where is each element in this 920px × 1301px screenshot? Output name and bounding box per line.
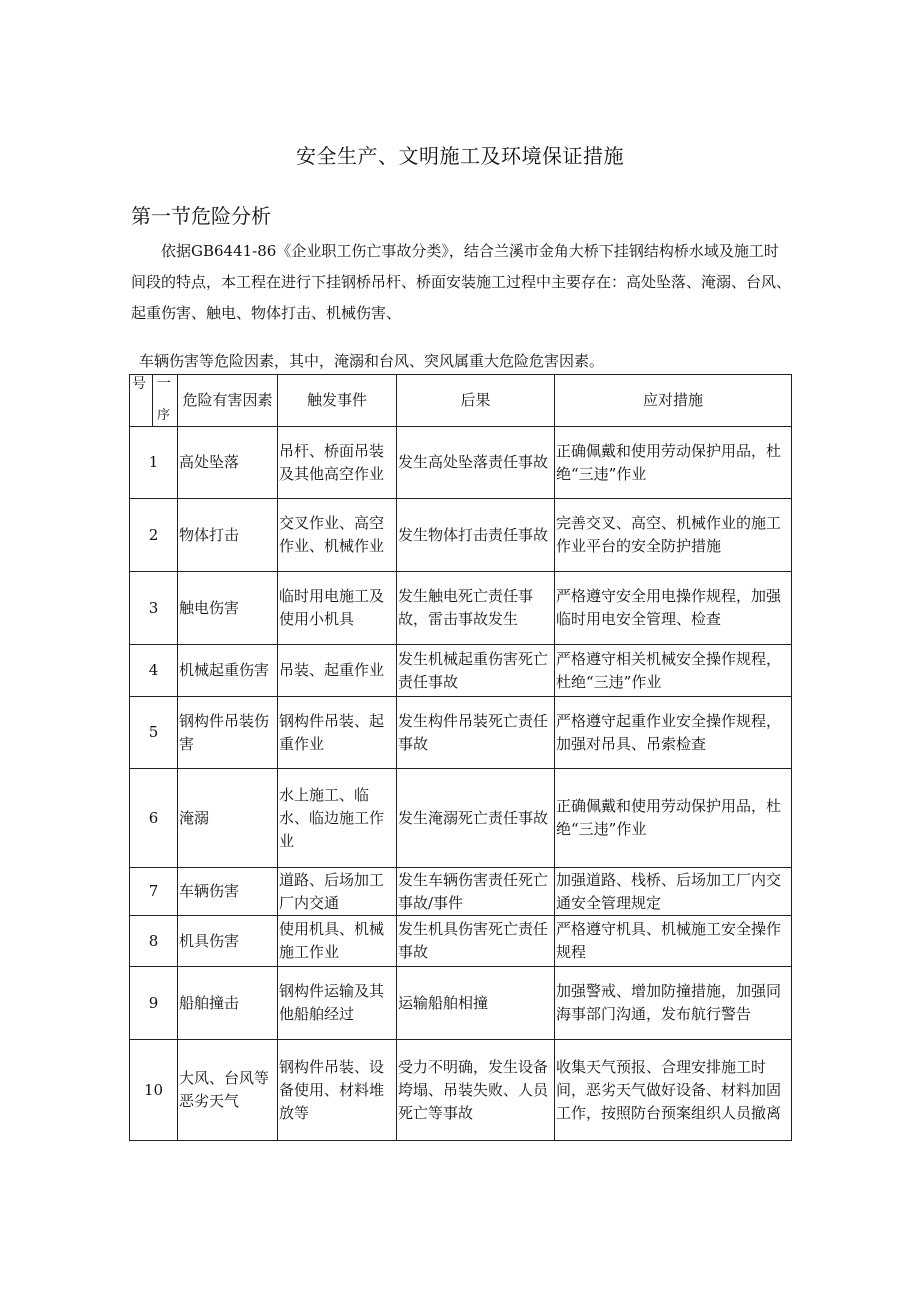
row-consequence: 运输船舶相撞 bbox=[397, 967, 555, 1040]
row-consequence: 发生触电死亡责任事故，雷击事故发生 bbox=[397, 572, 555, 645]
row-trigger: 钢构件运输及其他船舶经过 bbox=[278, 967, 397, 1040]
row-trigger: 交叉作业、高空作业、机械作业 bbox=[278, 499, 397, 572]
header-seq-hao: 号 bbox=[132, 376, 146, 392]
row-hazard: 大风、台风等恶劣天气 bbox=[178, 1040, 278, 1141]
row-measures: 严格遵守起重作业安全操作规程，加强对吊具、吊索检查 bbox=[555, 697, 792, 769]
row-consequence: 发生高处坠落责任事故 bbox=[397, 427, 555, 499]
row-number: 5 bbox=[130, 697, 178, 769]
header-seq bbox=[130, 375, 178, 427]
row-hazard: 机械起重伤害 bbox=[178, 645, 278, 697]
header-seq-yi: 一 bbox=[157, 376, 171, 392]
row-number: 4 bbox=[130, 645, 178, 697]
row-number: 1 bbox=[130, 427, 178, 499]
header-consequence: 后果 bbox=[397, 375, 555, 427]
row-consequence: 受力不明确，发生设备垮塌、吊装失败、人员死亡等事故 bbox=[397, 1040, 555, 1141]
row-number: 8 bbox=[130, 916, 178, 967]
row-hazard: 钢构件吊装伤害 bbox=[178, 697, 278, 769]
page-title: 安全生产、文明施工及环境保证措施 bbox=[296, 144, 624, 168]
row-number: 9 bbox=[130, 967, 178, 1040]
row-trigger: 钢构件吊装、起重作业 bbox=[278, 697, 397, 769]
table-row bbox=[130, 572, 792, 645]
table-row bbox=[130, 868, 792, 916]
row-number: 3 bbox=[130, 572, 178, 645]
table-row bbox=[130, 769, 792, 868]
row-measures: 严格遵守机具、机械施工安全操作规程 bbox=[555, 916, 792, 967]
row-trigger: 水上施工、临水、临边施工作业 bbox=[278, 769, 397, 868]
row-trigger: 吊装、起重作业 bbox=[278, 645, 397, 697]
header-hazard: 危险有害因素 bbox=[178, 375, 278, 427]
hazard-summary-paragraph: 车辆伤害等危险因素，其中，淹溺和台风、突风属重大危险危害因素。 bbox=[139, 352, 605, 370]
row-number: 6 bbox=[130, 769, 178, 868]
row-measures: 严格遵守安全用电操作规程，加强临时用电安全管理、检查 bbox=[555, 572, 792, 645]
table-row bbox=[130, 499, 792, 572]
hazard-table bbox=[129, 374, 792, 1141]
row-measures: 正确佩戴和使用劳动保护用品，杜绝“三违”作业 bbox=[555, 427, 792, 499]
table-row bbox=[130, 1040, 792, 1141]
table-row bbox=[130, 916, 792, 967]
row-measures: 正确佩戴和使用劳动保护用品，杜绝“三违”作业 bbox=[555, 769, 792, 868]
section-heading: 第一节危险分析 bbox=[131, 204, 271, 228]
row-measures: 严格遵守相关机械安全操作规程，杜绝“三违”作业 bbox=[555, 645, 792, 697]
row-consequence: 发生机具伤害死亡责任事故 bbox=[397, 916, 555, 967]
row-number: 10 bbox=[130, 1040, 178, 1141]
row-consequence: 发生机械起重伤害死亡责任事故 bbox=[397, 645, 555, 697]
row-hazard: 机具伤害 bbox=[178, 916, 278, 967]
row-number: 2 bbox=[130, 499, 178, 572]
row-hazard: 触电伤害 bbox=[178, 572, 278, 645]
row-measures: 加强道路、栈桥、后场加工厂内交通安全管理规定 bbox=[555, 868, 792, 916]
row-consequence: 发生构件吊装死亡责任事故 bbox=[397, 697, 555, 769]
row-consequence: 发生车辆伤害责任死亡事故/事件 bbox=[397, 868, 555, 916]
row-measures: 完善交叉、高空、机械作业的施工作业平台的安全防护措施 bbox=[555, 499, 792, 572]
header-measures: 应对措施 bbox=[555, 375, 792, 427]
row-hazard: 物体打击 bbox=[178, 499, 278, 572]
intro-paragraph: 依据GB6441-86《企业职工伤亡事故分类》，结合兰溪市金角大桥下挂钢结构桥水域及施工时间段的特点，本工程在进行下挂钢桥吊杆、桥面安装施工过程中主要存在：高处坠落、淹溺、台风、起重伤害、触电、物体打击、机械伤害、 bbox=[131, 242, 792, 322]
row-hazard: 车辆伤害 bbox=[178, 868, 278, 916]
row-measures: 加强警戒、增加防撞措施，加强同海事部门沟通，发布航行警告 bbox=[555, 967, 792, 1040]
row-consequence: 发生淹溺死亡责任事故 bbox=[397, 769, 555, 868]
table-row bbox=[130, 645, 792, 697]
row-trigger: 吊杆、桥面吊装及其他高空作业 bbox=[278, 427, 397, 499]
row-hazard: 船舶撞击 bbox=[178, 967, 278, 1040]
row-trigger: 使用机具、机械施工作业 bbox=[278, 916, 397, 967]
table-row bbox=[130, 967, 792, 1040]
table-header-row bbox=[130, 375, 792, 427]
table-row bbox=[130, 427, 792, 499]
row-number: 7 bbox=[130, 868, 178, 916]
row-trigger: 道路、后场加工厂内交通 bbox=[278, 868, 397, 916]
row-trigger: 钢构件吊装、设备使用、材料堆放等 bbox=[278, 1040, 397, 1141]
row-measures: 收集天气预报、合理安排施工时间，恶劣天气做好设备、材料加固工作，按照防台预案组织人员撤离 bbox=[555, 1040, 792, 1141]
row-trigger: 临时用电施工及使用小机具 bbox=[278, 572, 397, 645]
row-consequence: 发生物体打击责任事故 bbox=[397, 499, 555, 572]
header-seq-xu: 序 bbox=[157, 408, 171, 423]
header-trigger: 触发事件 bbox=[278, 375, 397, 427]
row-hazard: 高处坠落 bbox=[178, 427, 278, 499]
table-row bbox=[130, 697, 792, 769]
row-hazard: 淹溺 bbox=[178, 769, 278, 868]
